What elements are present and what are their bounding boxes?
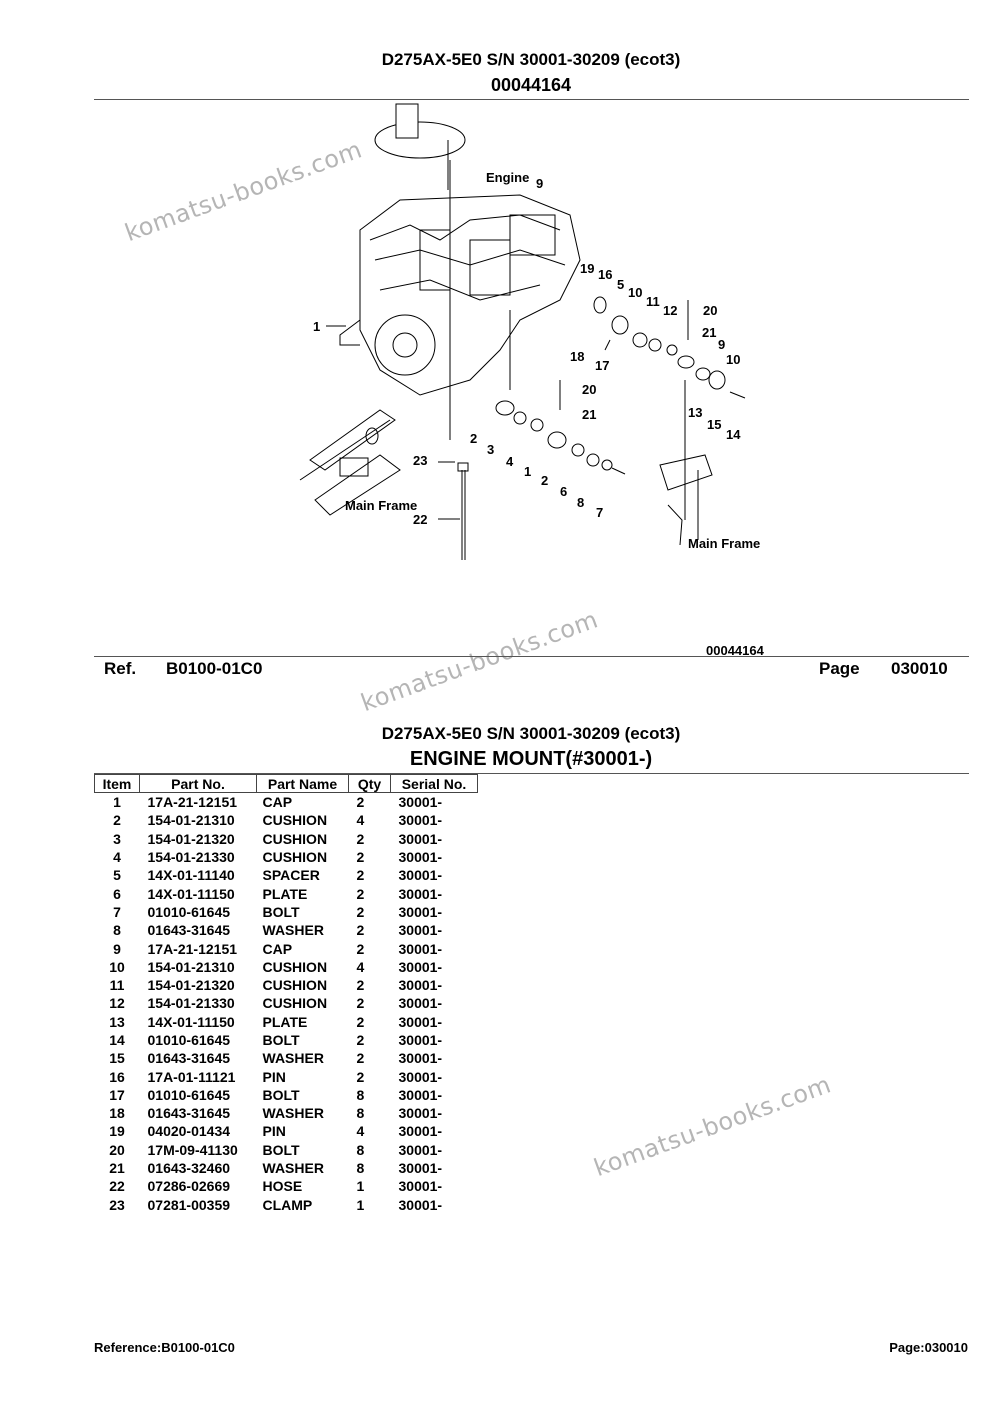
cell-part-name: SPACER xyxy=(262,867,320,884)
illustration-number: 00044164 xyxy=(490,75,572,95)
footer-page: Page:030010 xyxy=(889,1340,968,1355)
cell-qty: 1 xyxy=(356,1178,365,1195)
cell-qty: 2 xyxy=(356,1050,365,1067)
cell-part-name: PIN xyxy=(262,1068,286,1085)
footer-reference: Reference:B0100-01C0 xyxy=(94,1340,235,1355)
cell-qty: 4 xyxy=(356,958,365,975)
table-row xyxy=(95,1049,478,1067)
cell-part-name: WASHER xyxy=(262,1105,324,1122)
page-value: 030010 xyxy=(891,659,948,678)
ref-rule xyxy=(94,656,969,657)
cell-serial: 30001- xyxy=(398,1032,443,1048)
table-row xyxy=(95,1177,478,1195)
table-row xyxy=(95,1067,478,1085)
cell-item: 23 xyxy=(109,1196,125,1213)
callout-21: 21 xyxy=(702,325,717,340)
cell-item: 9 xyxy=(113,940,121,957)
section-title: ENGINE MOUNT(#30001-) xyxy=(409,748,653,770)
cell-item: 7 xyxy=(113,903,121,920)
cell-qty: 2 xyxy=(356,849,365,866)
cell-qty: 2 xyxy=(356,830,365,847)
cell-serial: 30001- xyxy=(398,1105,443,1122)
cell-serial: 30001- xyxy=(398,794,443,811)
cell-qty: 2 xyxy=(356,794,365,811)
cell-part-no: 01643-31645 xyxy=(147,1050,231,1067)
table-row xyxy=(95,1141,478,1159)
cell-item: 11 xyxy=(109,977,125,994)
watermark: komatsu-books.com xyxy=(121,135,366,248)
cell-item: 2 xyxy=(113,812,121,829)
cell-part-name: BOLT xyxy=(262,1086,300,1103)
callout-2b: 2 xyxy=(541,473,549,488)
engine-label: Engine xyxy=(486,170,530,185)
table-row xyxy=(95,1122,478,1140)
cell-qty: 8 xyxy=(356,1105,365,1122)
table-row xyxy=(95,884,478,902)
cell-part-name: PIN xyxy=(262,1123,286,1140)
cell-part-name: CAP xyxy=(262,794,293,811)
callout-8: 8 xyxy=(577,495,585,510)
corner-code: 00044164 xyxy=(706,643,764,658)
model-header: D275AX-5E0 S/N 30001-30209 (ecot3) xyxy=(381,50,681,69)
cell-qty: 2 xyxy=(356,922,365,939)
main-frame-left xyxy=(310,410,395,470)
cell-serial: 30001- xyxy=(398,940,443,957)
cell-part-name: BOLT xyxy=(262,1032,300,1048)
cell-serial: 30001- xyxy=(398,1178,443,1195)
cell-part-no: 154-01-21310 xyxy=(147,812,235,829)
cell-item: 6 xyxy=(113,885,121,902)
table-row xyxy=(95,1031,478,1049)
cell-item: 5 xyxy=(113,867,121,884)
table-row xyxy=(95,793,478,812)
callout-9: 9 xyxy=(536,176,544,191)
cell-qty: 2 xyxy=(356,940,365,957)
cell-part-name: WASHER xyxy=(262,1050,324,1067)
cell-item: 15 xyxy=(109,1050,125,1067)
col-header-item: Item xyxy=(95,775,140,793)
callout-10b: 10 xyxy=(726,352,741,367)
cell-part-no: 154-01-21310 xyxy=(147,958,235,975)
callout-7: 7 xyxy=(596,505,604,520)
cell-part-name: CLAMP xyxy=(262,1196,313,1213)
watermark: komatsu-books.com xyxy=(357,605,602,718)
cell-part-no: 14X-01-11150 xyxy=(147,885,235,902)
cell-part-name: HOSE xyxy=(262,1178,303,1195)
cell-serial: 30001- xyxy=(398,922,443,939)
cell-part-name: BOLT xyxy=(262,903,300,920)
cell-qty: 2 xyxy=(356,1032,365,1048)
cell-serial: 30001- xyxy=(398,1086,443,1103)
cell-qty: 2 xyxy=(356,1013,365,1030)
table-row xyxy=(95,958,478,976)
cell-part-name: WASHER xyxy=(262,922,324,939)
col-header-part-name: Part Name xyxy=(257,775,349,793)
callout-22: 22 xyxy=(413,512,428,527)
cell-serial: 30001- xyxy=(398,1196,443,1213)
callout-21b: 21 xyxy=(582,407,597,422)
callout-20: 20 xyxy=(703,303,718,318)
cell-item: 19 xyxy=(109,1123,125,1140)
cell-part-name: PLATE xyxy=(262,885,308,902)
cell-part-name: PLATE xyxy=(262,1013,308,1030)
cell-qty: 2 xyxy=(356,1068,365,1085)
page-label: Page xyxy=(819,659,860,678)
col-header-part-no: Part No. xyxy=(140,775,257,793)
cell-part-no: 14X-01-11140 xyxy=(147,867,235,884)
table-row xyxy=(95,830,478,848)
cell-item: 17 xyxy=(109,1086,125,1103)
cell-serial: 30001- xyxy=(398,958,443,975)
table-row xyxy=(95,1159,478,1177)
cell-qty: 4 xyxy=(356,812,365,829)
table-row xyxy=(95,1196,478,1214)
cell-item: 16 xyxy=(109,1068,125,1085)
cell-item: 12 xyxy=(109,995,125,1012)
frame-label-right: Main Frame xyxy=(688,536,761,551)
top-cylinder xyxy=(396,104,418,138)
cell-part-no: 01643-31645 xyxy=(147,922,231,939)
cell-part-no: 154-01-21320 xyxy=(147,977,235,994)
cell-serial: 30001- xyxy=(398,977,443,994)
callout-15: 15 xyxy=(707,417,722,432)
cell-part-no: 04020-01434 xyxy=(147,1123,231,1140)
cell-item: 22 xyxy=(109,1178,125,1195)
callout-16: 16 xyxy=(598,267,613,282)
callout-20b: 20 xyxy=(582,382,597,397)
table-row xyxy=(95,921,478,939)
table-row xyxy=(95,1013,478,1031)
cell-serial: 30001- xyxy=(398,1141,443,1158)
cell-part-name: CAP xyxy=(262,940,293,957)
cell-part-no: 17A-21-12151 xyxy=(147,794,238,811)
table-row xyxy=(95,848,478,866)
cell-qty: 4 xyxy=(356,1123,365,1140)
cell-item: 13 xyxy=(109,1013,125,1030)
ref-value: B0100-01C0 xyxy=(166,659,263,678)
main-frame-right xyxy=(660,455,712,490)
callout-10: 10 xyxy=(628,285,643,300)
cell-item: 8 xyxy=(113,922,121,939)
cell-part-no: 01010-61645 xyxy=(147,903,231,920)
cell-part-name: CUSHION xyxy=(262,977,328,994)
frame-label-left: Main Frame xyxy=(345,498,418,513)
col-header-qty: Qty xyxy=(349,775,391,793)
cell-part-no: 01010-61645 xyxy=(147,1086,231,1103)
callout-19: 19 xyxy=(580,261,595,276)
cell-qty: 2 xyxy=(356,903,365,920)
parts-table xyxy=(94,774,478,1214)
callout-1b: 1 xyxy=(524,464,532,479)
cell-part-name: CUSHION xyxy=(262,830,328,847)
cell-part-no: 154-01-21320 xyxy=(147,830,235,847)
cell-serial: 30001- xyxy=(398,830,443,847)
cell-qty: 2 xyxy=(356,867,365,884)
cell-item: 3 xyxy=(113,830,121,847)
cell-part-no: 154-01-21330 xyxy=(147,995,235,1012)
table-row xyxy=(95,866,478,884)
cell-qty: 8 xyxy=(356,1160,365,1177)
cell-serial: 30001- xyxy=(398,1050,443,1067)
cell-serial: 30001- xyxy=(398,903,443,920)
callout-11: 11 xyxy=(646,294,660,309)
cell-part-name: CUSHION xyxy=(262,995,328,1012)
cell-part-no: 14X-01-11150 xyxy=(147,1013,235,1030)
cell-serial: 30001- xyxy=(398,885,443,902)
cell-part-name: CUSHION xyxy=(262,849,328,866)
table-row xyxy=(95,1086,478,1104)
callout-3: 3 xyxy=(487,442,495,457)
cell-part-no: 07286-02669 xyxy=(147,1178,231,1195)
table-row xyxy=(95,811,478,829)
cell-part-name: CUSHION xyxy=(262,812,328,829)
cell-part-no: 17A-01-11121 xyxy=(147,1068,236,1085)
col-header-serial: Serial No. xyxy=(391,775,478,793)
cell-qty: 2 xyxy=(356,885,365,902)
cell-qty: 8 xyxy=(356,1086,365,1103)
table-row xyxy=(95,976,478,994)
cell-item: 21 xyxy=(109,1160,125,1177)
watermark: komatsu-books.com xyxy=(590,1070,835,1183)
callout-6: 6 xyxy=(560,484,568,499)
callout-18: 18 xyxy=(570,349,585,364)
callout-12: 12 xyxy=(663,303,678,318)
cell-item: 20 xyxy=(109,1141,125,1158)
cell-qty: 1 xyxy=(356,1196,365,1213)
cell-item: 10 xyxy=(109,958,125,975)
cell-part-name: BOLT xyxy=(262,1141,300,1158)
cell-qty: 8 xyxy=(356,1141,365,1158)
table-row xyxy=(95,1104,478,1122)
cell-part-no: 01010-61645 xyxy=(147,1032,231,1048)
cell-item: 1 xyxy=(113,794,121,811)
cell-part-no: 154-01-21330 xyxy=(147,849,235,866)
callout-4: 4 xyxy=(506,454,514,469)
table-row xyxy=(95,994,478,1012)
callout-2: 2 xyxy=(470,431,478,446)
cell-part-no: 01643-32460 xyxy=(147,1160,231,1177)
table-row xyxy=(95,903,478,921)
callout-23: 23 xyxy=(413,453,428,468)
cell-serial: 30001- xyxy=(398,1013,443,1030)
cell-part-no: 01643-31645 xyxy=(147,1105,231,1122)
cell-serial: 30001- xyxy=(398,995,443,1012)
callout-5: 5 xyxy=(617,277,625,292)
callout-17: 17 xyxy=(595,358,610,373)
cell-item: 14 xyxy=(109,1032,125,1048)
cell-serial: 30001- xyxy=(398,1160,443,1177)
cell-part-no: 07281-00359 xyxy=(147,1196,231,1213)
cell-item: 18 xyxy=(109,1105,125,1122)
callout-9b: 9 xyxy=(718,337,726,352)
cell-part-no: 17M-09-41130 xyxy=(147,1141,238,1158)
cell-part-name: CUSHION xyxy=(262,958,328,975)
cell-serial: 30001- xyxy=(398,1068,443,1085)
ref-label: Ref. xyxy=(104,659,137,678)
callout-1: 1 xyxy=(313,319,321,334)
fan-shroud xyxy=(375,122,465,158)
cell-qty: 2 xyxy=(356,977,365,994)
cell-serial: 30001- xyxy=(398,849,443,866)
engine-mount-diagram xyxy=(0,100,992,660)
section-model-line: D275AX-5E0 S/N 30001-30209 (ecot3) xyxy=(381,724,681,743)
cell-item: 4 xyxy=(113,849,121,866)
callout-13: 13 xyxy=(688,405,703,420)
cell-serial: 30001- xyxy=(398,812,443,829)
callout-14: 14 xyxy=(726,427,741,442)
cell-qty: 2 xyxy=(356,995,365,1012)
cell-serial: 30001- xyxy=(398,1123,443,1140)
cell-part-no: 17A-21-12151 xyxy=(147,940,238,957)
table-header-row xyxy=(95,775,478,793)
cell-serial: 30001- xyxy=(398,867,443,884)
cell-part-name: WASHER xyxy=(262,1160,324,1177)
table-row xyxy=(95,939,478,957)
